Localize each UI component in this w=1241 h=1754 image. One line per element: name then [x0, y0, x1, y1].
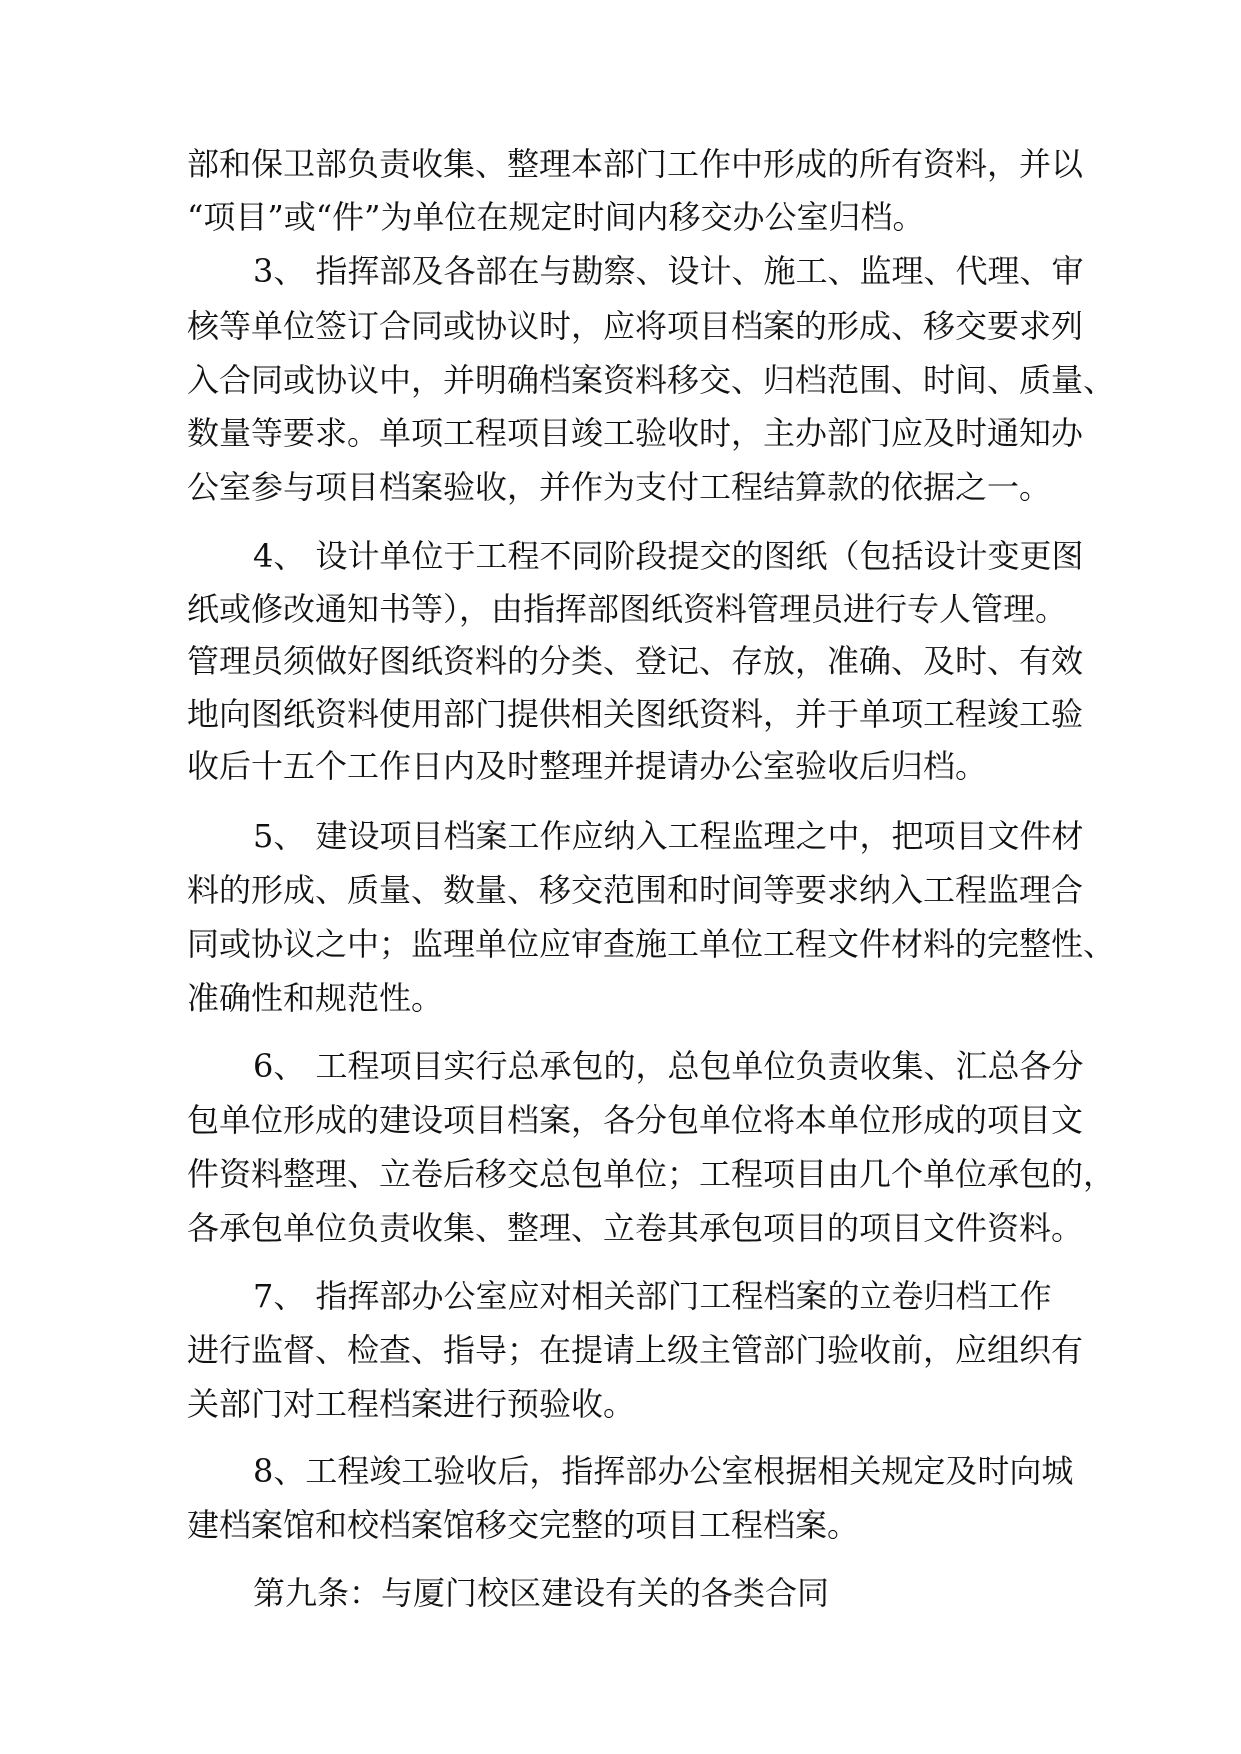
text-line-content: 地向图纸资料使用部门提供相关图纸资料，并于单项工程竣工验: [187, 695, 1084, 733]
text-line: [0, 528, 1241, 584]
text-line-content: 包单位形成的建设项目档案，各分包单位将本单位形成的项目文: [187, 1101, 1084, 1139]
text-line-content: 进行监督、检查、指导；在提请上级主管部门验收前，应组织有: [187, 1331, 1084, 1369]
text-line: [0, 633, 1241, 689]
text-line: [0, 738, 1241, 794]
text-line: [0, 243, 1241, 299]
text-line-content: 管理员须做好图纸资料的分类、登记、存放，准确、及时、有效: [187, 642, 1084, 680]
text-line-content: “项目”或“件”为单位在规定时间内移交办公室归档。: [187, 198, 925, 236]
text-line-content: 6、 工程项目实行总承包的，总包单位负责收集、汇总各分: [253, 1047, 1084, 1085]
text-line: [0, 808, 1241, 864]
text-line: [0, 1038, 1241, 1094]
text-line-content: 件资料整理、立卷后移交总包单位；工程项目由几个单位承包的，: [187, 1155, 1116, 1193]
text-line: [0, 405, 1241, 461]
text-line: [0, 970, 1241, 1026]
text-line-content: 纸或修改通知书等），由指挥部图纸资料管理员进行专人管理。: [187, 590, 1068, 628]
text-line-content: 收后十五个工作日内及时整理并提请办公室验收后归档。: [187, 747, 988, 785]
text-line: [0, 686, 1241, 742]
text-line: [0, 581, 1241, 637]
text-line: [0, 1200, 1241, 1256]
text-line: [0, 298, 1241, 354]
text-line: [0, 1322, 1241, 1378]
text-line: [0, 1443, 1241, 1499]
text-line: [0, 352, 1241, 408]
text-line-content: 3、 指挥部及各部在与勘察、设计、施工、监理、代理、审: [253, 252, 1084, 290]
text-line-content: 同或协议之中；监理单位应审查施工单位工程文件材料的完整性、: [187, 925, 1116, 963]
text-line: [0, 1092, 1241, 1148]
text-line-content: 5、 建设项目档案工作应纳入工程监理之中，把项目文件材: [253, 817, 1084, 855]
text-line: [0, 459, 1241, 515]
text-line-content: 部和保卫部负责收集、整理本部门工作中形成的所有资料，并以: [187, 145, 1084, 183]
text-line: [0, 189, 1241, 245]
text-line-content: 4、 设计单位于工程不同阶段提交的图纸（包括设计变更图: [253, 537, 1084, 575]
text-line-content: 第九条：与厦门校区建设有关的各类合同: [253, 1574, 830, 1612]
text-line-content: 入合同或协议中，并明确档案资料移交、归档范围、时间、质量、: [187, 361, 1116, 399]
text-line: [0, 1497, 1241, 1553]
text-line-content: 核等单位签订合同或协议时，应将项目档案的形成、移交要求列: [187, 307, 1084, 345]
text-line: [0, 916, 1241, 972]
text-line-content: 公室参与项目档案验收，并作为支付工程结算款的依据之一。: [187, 468, 1052, 506]
text-line: [0, 1268, 1241, 1324]
text-line-content: 关部门对工程档案进行预验收。: [187, 1385, 636, 1423]
text-line: [0, 862, 1241, 918]
text-line-content: 7、 指挥部办公室应对相关部门工程档案的立卷归档工作: [253, 1277, 1052, 1315]
text-line-content: 8、工程竣工验收后，指挥部办公室根据相关规定及时向城: [253, 1452, 1074, 1490]
text-line-content: 数量等要求。单项工程项目竣工验收时，主办部门应及时通知办: [187, 414, 1084, 452]
text-line-content: 料的形成、质量、数量、移交范围和时间等要求纳入工程监理合: [187, 871, 1084, 909]
text-line: [0, 136, 1241, 192]
text-line-content: 各承包单位负责收集、整理、立卷其承包项目的项目文件资料。: [187, 1209, 1084, 1247]
text-line-content: 建档案馆和校档案馆移交完整的项目工程档案。: [187, 1506, 860, 1544]
text-line-content: 准确性和规范性。: [187, 979, 444, 1017]
text-line: [0, 1565, 1241, 1621]
text-line: [0, 1146, 1241, 1202]
text-line: [0, 1376, 1241, 1432]
